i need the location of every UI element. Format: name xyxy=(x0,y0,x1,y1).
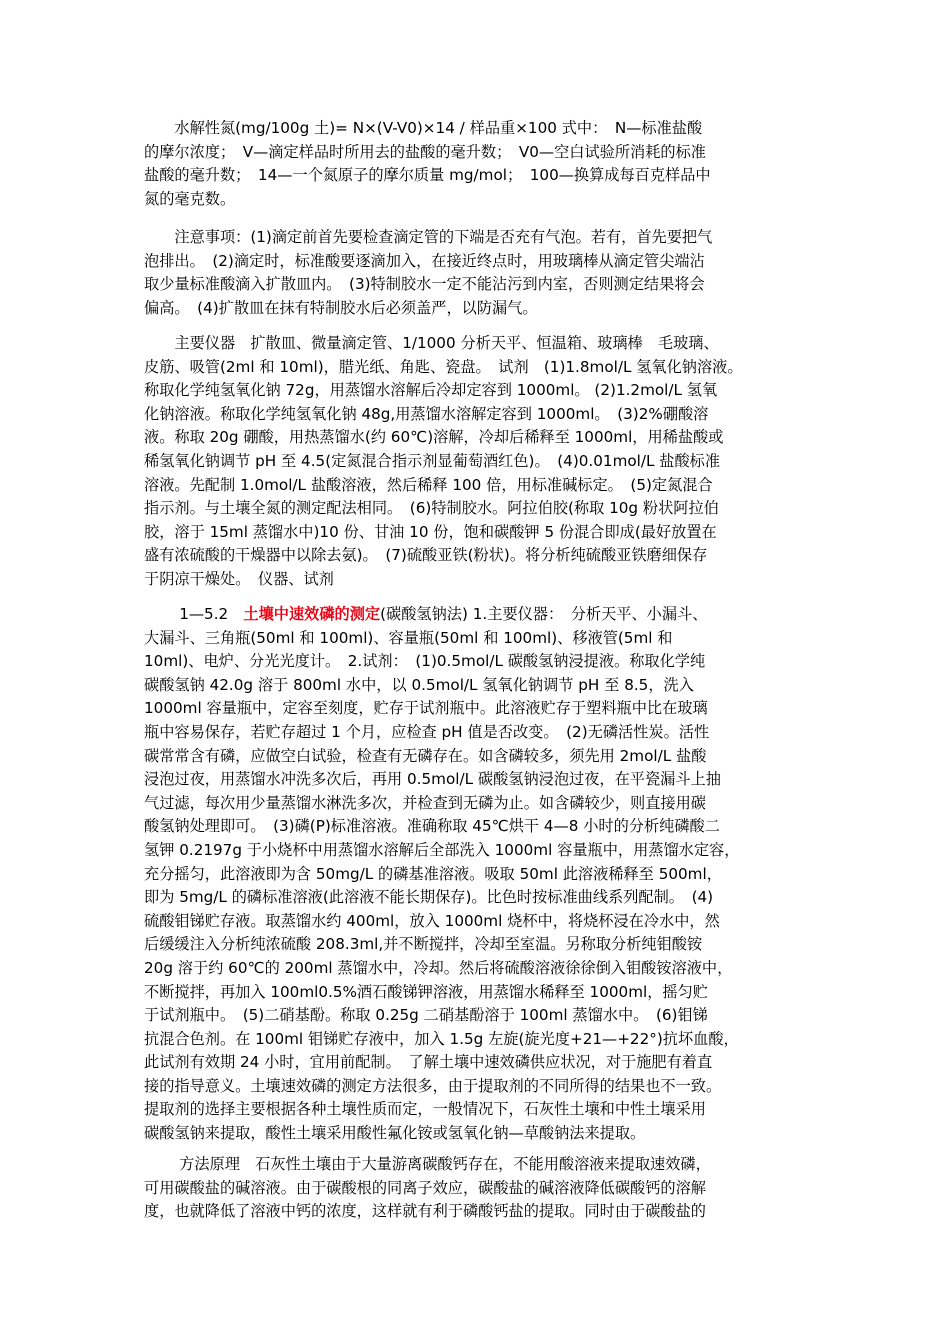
text-line: 称取化学纯氢氧化钠 72g，用蒸馏水溶解后冷却定容到 1000ml。 (2)1.2mol/L 氢氧 xyxy=(144,381,718,400)
text-line: 取少量标准酸滴入扩散皿内。 (3)特制胶水一定不能沾污到内室，否则测定结果将会 xyxy=(144,275,705,294)
text-line: 的摩尔浓度； V—滴定样品时所用去的盐酸的毫升数； V0—空白试验所消耗的标准 xyxy=(144,142,706,161)
text-line: 提取剂的选择主要根据各种土壤性质而定，一般情况下，石灰性土壤和中性土壤采用 xyxy=(144,1100,706,1119)
text-line: 溶液。先配制 1.0mol/L 盐酸溶液，然后稀释 100 倍，用标准碱标定。 (5)定氮混合 xyxy=(144,475,713,494)
text-line: 气过滤，每次用少量蒸馏水淋洗多次，并检查到无磷为止。如含磷较少，则直接用碳 xyxy=(144,793,706,812)
text-line: 液。称取 20g 硼酸，用热蒸馏水(约 60℃)溶解，冷却后稀释至 1000ml，用稀盐酸或 xyxy=(144,428,724,447)
text-line: 于阴凉干燥处。 仪器、试剂 xyxy=(144,569,334,588)
text-line: 氮的毫克数。 xyxy=(144,189,236,208)
text-line: 抗混合色剂。在 100ml 钼锑贮存液中，加入 1.5g 左旋(旋光度+21—+22°)抗坏血酸， xyxy=(144,1029,739,1048)
text-line: 碳酸氢钠 42.0g 溶于 800ml 水中，以 0.5mol/L 氢氧化钠调节 pH 至 8.5，洗入 xyxy=(144,675,694,694)
text-line: 1000ml 容量瓶中，定容至刻度，贮存于试剂瓶中。此溶液贮存于塑料瓶中比在玻璃 xyxy=(144,699,708,718)
text-line: 盐酸的毫升数； 14—一个氮原子的摩尔质量 mg/mol； 100—换算成每百克样品中 xyxy=(144,166,711,185)
text-line: 注意事项：(1)滴定前首先要检查滴定管的下端是否充有气泡。若有，首先要把气 xyxy=(144,228,713,246)
text-line: 化钠溶液。称取化学纯氢氧化钠 48g,用蒸馏水溶解定容到 1000ml。 (3)2%硼酸溶 xyxy=(144,404,709,423)
text-line: 碳常常含有磷，应做空白试验，检查有无磷存在。如含磷较多，须先用 2mol/L 盐酸 xyxy=(144,746,707,765)
text-line: 偏高。 (4)扩散皿在抹有特制胶水后必须盖严，以防漏气。 xyxy=(144,298,538,317)
paragraph-available-phosphorus xyxy=(144,603,824,1146)
paragraph-instruments-reagents xyxy=(144,332,824,592)
text-line: 水解性氮(mg/100g 土)= N×(V-V0)×14 / 样品重×100 式中： N—标准盐酸 xyxy=(144,119,703,137)
text-line: 盛有浓硫酸的干燥器中以除去氨)。 (7)硫酸亚铁(粉状)。将分析纯硫酸亚铁磨细保存 xyxy=(144,546,708,565)
text-line: 方法原理 石灰性土壤由于大量游离碳酸钙存在，不能用酸溶液来提取速效磷， xyxy=(144,1155,711,1173)
section-heading-red: 土壤中速效磷的测定 xyxy=(243,605,381,623)
text-line: 主要仪器 扩散皿、微量滴定管、1/1000 分析天平、恒温箱、玻璃棒 毛玻璃、 xyxy=(144,334,719,352)
text-line: 10ml)、电炉、分光光度计。 2.试剂： (1)0.5mol/L 碳酸氢钠浸提液。称取化学纯 xyxy=(144,652,706,671)
text-line: 皮筋、吸管(2ml 和 10ml)，腊光纸、角匙、瓷盘。 试剂 (1)1.8mol/L 氢氧化钠溶液。 xyxy=(144,357,743,376)
text-line: 碳酸氢钠来提取，酸性土壤采用酸性氟化铵或氢氧化钠—草酸钠法来提取。 xyxy=(144,1124,646,1143)
text-line: 即为 5mg/L 的磷标准溶液(此溶液不能长期保存)。比色时按标准曲线系列配制。 (4) xyxy=(144,888,714,907)
text-line: 大漏斗、三角瓶(50ml 和 100ml)、容量瓶(50ml 和 100ml)、移液管(5ml 和 xyxy=(144,628,673,647)
paragraph-precautions xyxy=(144,226,824,320)
text-line: 于试剂瓶中。 (5)二硝基酚。称取 0.25g 二硝基酚溶于 100ml 蒸馏水中。 (6)钼锑 xyxy=(144,1006,708,1025)
heading-prefix: 1—5.2 xyxy=(144,605,244,623)
text-line: 此试剂有效期 24 小时，宜用前配制。 了解土壤中速效磷供应状况，对于施肥有着直 xyxy=(144,1053,713,1072)
text-line: 度，也就降低了溶液中钙的浓度，这样就有利于磷酸钙盐的提取。同时由于碳酸盐的 xyxy=(144,1202,706,1221)
text-line: 不断搅拌，再加入 100ml0.5%酒石酸锑钾溶液，用蒸馏水稀释至 1000ml，摇匀贮 xyxy=(144,982,708,1001)
text-line: 可用碳酸盐的碱溶液。由于碳酸根的同离子效应，碳酸盐的碱溶液降低碳酸钙的溶解 xyxy=(144,1178,706,1197)
text-line: 充分摇匀，此溶液即为含 50mg/L 的磷基准溶液。吸取 50ml 此溶液稀释至 500ml， xyxy=(144,864,722,883)
text-line: 酸氢钠处理即可。 (3)磷(P)标准溶液。准确称取 45℃烘干 4—8 小时的分析纯磷酸二 xyxy=(144,817,720,836)
section-heading-line xyxy=(144,603,824,627)
paragraph-method-principle xyxy=(144,1153,824,1224)
text-line: 胶，溶于 15ml 蒸馏水中)10 份、甘油 10 份，饱和碳酸钾 5 份混合即成(最好放置在 xyxy=(144,522,717,541)
text-line: 硫酸钼锑贮存液。取蒸馏水约 400ml，放入 1000ml 烧杯中，将烧杯浸在冷水中，然 xyxy=(144,911,720,930)
text-line: 瓶中容易保存，若贮存超过 1 个月，应检查 pH 值是否改变。 (2)无磷活性炭。活性 xyxy=(144,722,710,741)
paragraph-hydrolyzable-nitrogen-formula xyxy=(144,117,824,211)
heading-rest: (碳酸氢钠法) 1.主要仪器： 分析天平、小漏斗、 xyxy=(380,605,708,623)
text-line: 指示剂。与土壤全氮的测定配法相同。 (6)特制胶水。阿拉伯胶(称取 10g 粉状阿拉伯 xyxy=(144,499,719,518)
text-line: 泡排出。 (2)滴定时，标准酸要逐滴加入，在接近终点时，用玻璃棒从滴定管尖端沾 xyxy=(144,251,705,270)
text-line: 氢钾 0.2197g 于小烧杯中用蒸馏水溶解后全部洗入 1000ml 容量瓶中，用蒸馏水定容， xyxy=(144,840,740,859)
text-line: 20g 溶于约 60℃的 200ml 蒸馏水中，冷却。然后将硫酸溶液徐徐倒入钼酸铵溶液中， xyxy=(144,958,733,977)
text-line: 稀氢氧化钠调节 pH 至 4.5(定氮混合指示剂显葡萄酒红色)。 (4)0.01mol/L 盐酸标准 xyxy=(144,451,721,470)
text-line: 接的指导意义。土壤速效磷的测定方法很多，由于提取剂的不同所得的结果也不一致。 xyxy=(144,1076,722,1095)
text-line: 后缓缓注入分析纯浓硫酸 208.3ml,并不断搅拌，冷却至室温。另称取分析纯钼酸铵 xyxy=(144,935,703,954)
text-line: 浸泡过夜，用蒸馏水冲洗多次后，再用 0.5mol/L 碳酸氢钠浸泡过夜，在平瓷漏斗上抽 xyxy=(144,770,721,789)
